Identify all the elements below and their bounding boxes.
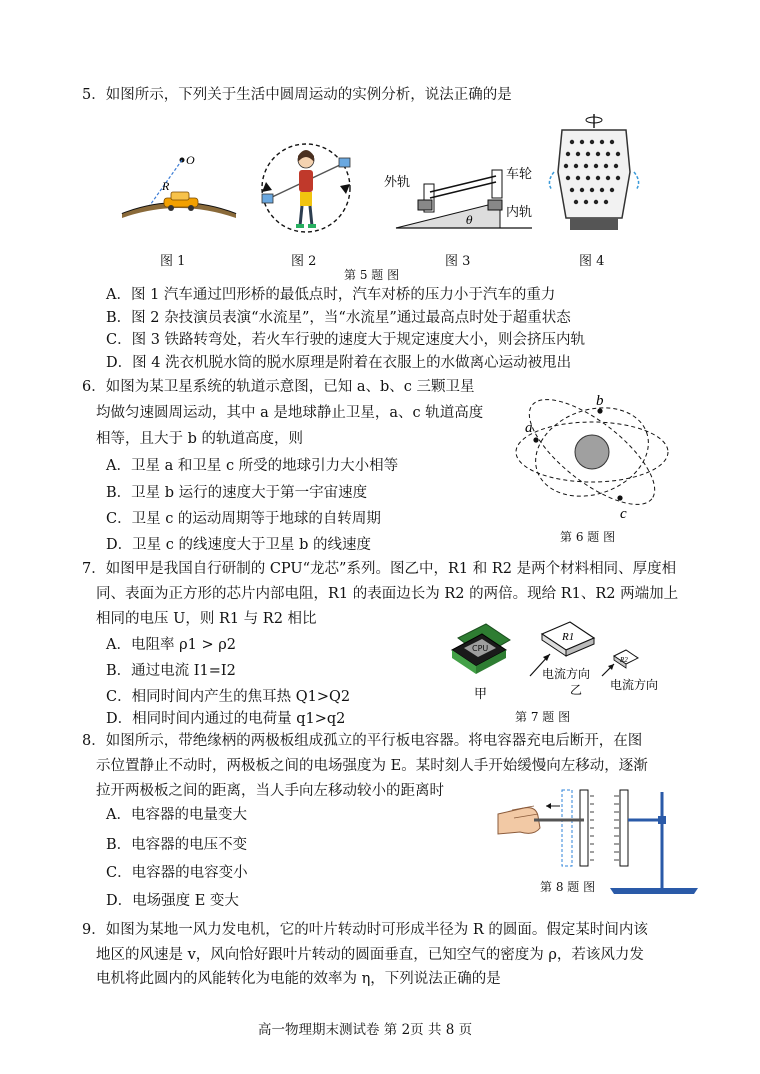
q6-stem-line1: 6．如图为某卫星系统的轨道示意图，已知 a、b、c 三颗卫星	[82, 379, 475, 395]
q8-option-b: B．电容器的电压不变	[106, 837, 248, 853]
current-dir-label-1: 电流方向	[542, 667, 591, 681]
q5-option-b: B．图 2 杂技演员表演“水流星”，当“水流星”通过最高点时处于超重状态	[106, 310, 571, 326]
yi-label: 乙	[570, 683, 583, 697]
water-cup-icon	[339, 158, 350, 167]
fig3-theta-label: θ	[466, 214, 473, 227]
hand-icon	[498, 806, 540, 834]
cpu-chip-icon	[452, 624, 510, 674]
q5-fig-title: 第 5 题 图	[344, 268, 400, 282]
q8-stem-line1: 8．如图所示，带绝缘柄的两极板组成孤立的平行板电容器。将电容器充电后断开，在图	[82, 733, 643, 749]
fig1-R-label: R	[162, 179, 170, 193]
q6-stem-line2: 均做匀速圆周运动，其中 a 是地球静止卫星，a、c 轨道高度	[96, 405, 484, 421]
q9-stem-line2: 地区的风速是 v，风向恰好跟叶片转动的圆面垂直，已知空气的密度为 ρ，若该风力发	[96, 947, 644, 963]
fig1-caption: 图 1	[160, 254, 186, 269]
car-icon	[164, 192, 198, 211]
fig1-concave-bridge	[118, 148, 240, 232]
water-cup-icon	[262, 194, 273, 203]
satellite-orbits-figure	[510, 384, 684, 520]
q7-stem-line1: 7．如图甲是我国自行研制的 CPU“龙芯”系列。图乙中，R1 和 R2 是两个材料相同、厚度相	[82, 561, 677, 577]
capacitor-figure	[494, 784, 702, 896]
q7-option-d: D．相同时间内通过的电荷量 q1>q2	[106, 711, 346, 727]
q6-option-c: C．卫星 c 的运动周期等于地球的自转周期	[106, 511, 381, 527]
q6-option-a: A．卫星 a 和卫星 c 所受的地球引力大小相等	[106, 458, 399, 474]
q5-stem: 5．如图所示，下列关于生活中圆周运动的实例分析，说法正确的是	[82, 87, 512, 103]
q6-option-d: D．卫星 c 的线速度大于卫星 b 的线速度	[106, 537, 371, 553]
q5-option-a: A．图 1 汽车通过凹形桥的最低点时，汽车对桥的压力小于汽车的重力	[106, 287, 556, 303]
r2-label: R2	[620, 656, 628, 664]
q7-fig-title: 第 7 题 图	[515, 710, 571, 724]
q7-stem-line2: 同、表面为正方形的芯片内部电阻，R1 的表面边长为 R2 的两倍。现给 R1、R2 两端加上	[96, 586, 679, 602]
fig4-spin-dryer-drum	[548, 112, 640, 238]
stand-base	[610, 888, 698, 894]
r1-label: R1	[562, 631, 575, 643]
label-c: c	[620, 506, 627, 520]
q7-option-b: B．通过电流 I1=I2	[106, 663, 236, 679]
earth-icon	[575, 435, 609, 469]
fig2-caption: 图 2	[291, 254, 317, 269]
fig3-wheel-label: 车轮	[506, 167, 533, 182]
cpu-label: CPU	[472, 644, 489, 653]
fig3-railway-curve	[382, 148, 540, 232]
q8-fig-title: 第 8 题 图	[540, 880, 596, 894]
satellite-c-icon	[617, 495, 622, 500]
jia-label: 甲	[474, 687, 488, 702]
q7-figure	[446, 618, 672, 704]
page-footer: 高一物理期末测试卷 第 2页 共 8 页	[258, 1022, 473, 1038]
fig3-outer-rail-label: 外轨	[384, 175, 411, 190]
fig1-O-label: O	[186, 153, 195, 167]
arrow-icon	[262, 182, 272, 192]
fig3-inner-rail-label: 内轨	[506, 205, 533, 220]
satellite-a-icon	[533, 437, 538, 442]
fig4-caption: 图 4	[579, 254, 605, 269]
current-dir-label-2: 电流方向	[610, 678, 659, 692]
q7-option-a: A．电阻率 ρ1 > ρ2	[106, 637, 236, 653]
q9-stem-line3: 电机将此圆内的风能转化为电能的效率为 η，下列说法正确的是	[96, 971, 501, 987]
q8-stem-line2: 示位置静止不动时，两极板之间的电场强度为 E。某时刻人手开始缓慢向左移动，逐渐	[96, 758, 648, 774]
q6-option-b: B．卫星 b 运行的速度大于第一宇宙速度	[106, 485, 368, 501]
q8-stem-line3: 拉开两极板之间的距离，当人手向左移动较小的距离时	[96, 783, 444, 799]
arrow-icon	[340, 184, 350, 194]
left-arrow-icon	[546, 803, 551, 809]
performer-icon	[296, 150, 316, 228]
fig2-water-meteor	[256, 138, 360, 238]
q6-fig-title: 第 6 题 图	[560, 530, 616, 544]
satellite-b-icon	[597, 408, 602, 413]
q6-stem-line3: 相等，且大于 b 的轨道高度，则	[96, 431, 303, 447]
q5-option-d: D．图 4 洗衣机脱水筒的脱水原理是附着在衣服上的水做离心运动被甩出	[106, 355, 572, 371]
label-b: b	[596, 393, 604, 409]
q8-option-c: C．电容器的电容变小	[106, 865, 248, 881]
q9-stem-line1: 9．如图为某地一风力发电机，它的叶片转动时可形成半径为 R 的圆面。假定某时间内该	[82, 922, 648, 938]
q7-stem-line3: 相同的电压 U，则 R1 与 R2 相比	[96, 611, 317, 627]
q8-option-a: A．电容器的电量变大	[106, 807, 247, 823]
q7-option-c: C．相同时间内产生的焦耳热 Q1>Q2	[106, 689, 351, 705]
label-a: a	[525, 420, 533, 436]
q5-option-c: C．图 3 铁路转弯处，若火车行驶的速度大于规定速度大小，则会挤压内轨	[106, 332, 586, 348]
fig3-caption: 图 3	[445, 254, 471, 269]
q8-option-d: D．电场强度 E 变大	[106, 893, 239, 909]
